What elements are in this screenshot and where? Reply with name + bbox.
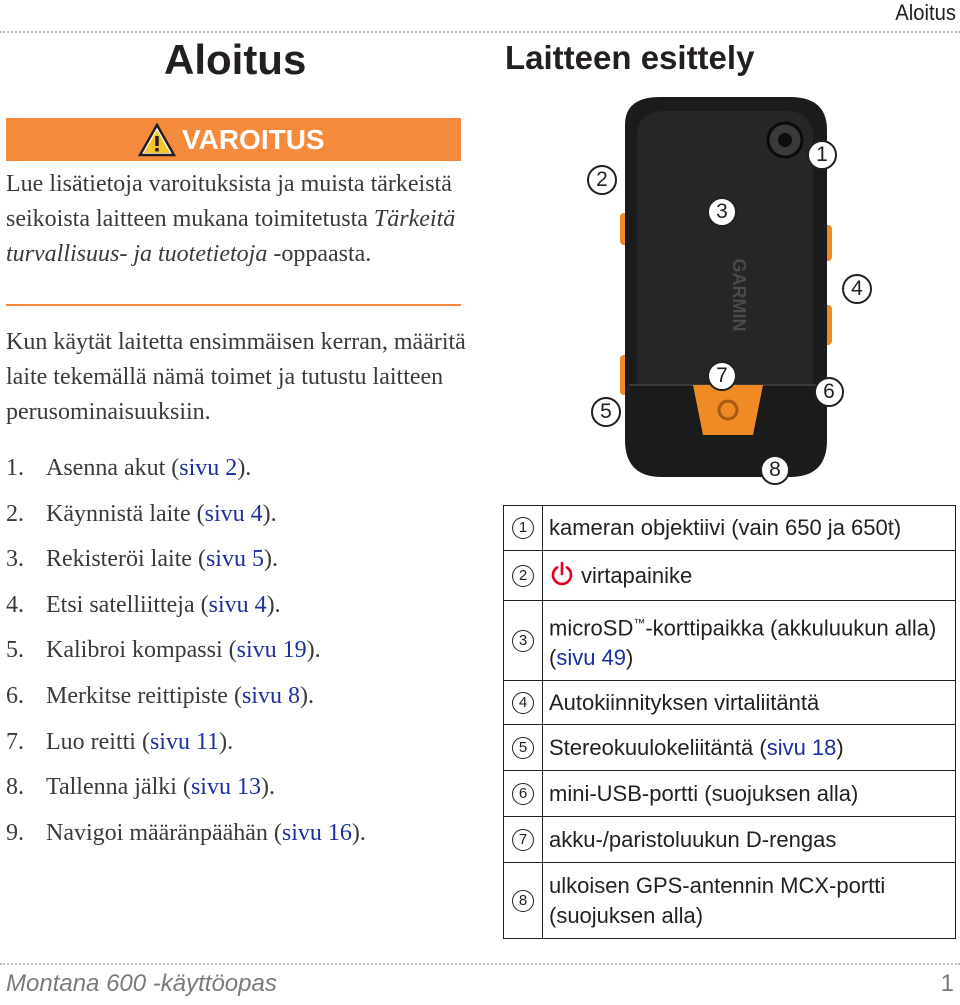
legend-text: mini-USB-portti (suojuksen alla)	[543, 771, 956, 817]
step-number: 7.	[6, 728, 24, 755]
step-end: ).	[219, 728, 234, 755]
list-item	[6, 772, 366, 818]
page-link[interactable]: sivu 11	[149, 728, 220, 755]
device-callout: 1	[807, 140, 837, 170]
component-legend-table	[503, 505, 956, 939]
power-icon	[549, 561, 575, 587]
legend-text: Stereokuulokeliitäntä (	[549, 734, 767, 760]
page-link[interactable]: sivu 49	[556, 645, 627, 671]
step-number: 8.	[6, 774, 24, 801]
step-end: ).	[351, 819, 366, 846]
warning-label: VAROITUS	[182, 124, 325, 155]
step-number: 6.	[6, 682, 24, 709]
legend-number: 6	[512, 783, 534, 805]
legend-text: microSD	[549, 615, 634, 641]
step-text: Kalibroi kompassi (	[46, 637, 237, 664]
legend-text: ulkoisen GPS-antennin MCX-portti (suojuksen alla)	[543, 863, 956, 939]
table-row	[504, 771, 956, 817]
setup-steps-list	[6, 453, 366, 863]
list-item	[6, 499, 366, 545]
list-item	[6, 818, 366, 864]
top-divider	[0, 31, 960, 33]
table-row	[504, 725, 956, 771]
footer-divider	[0, 963, 960, 965]
legend-text: akku-/paristoluukun D-rengas	[543, 817, 956, 863]
legend-number: 4	[512, 692, 534, 714]
legend-text: kameran objektiivi (vain 650 ja 650t)	[543, 506, 956, 551]
section-title: Laitteen esittely	[505, 39, 755, 76]
device-callout: 5	[591, 397, 621, 427]
device-callout: 2	[587, 165, 617, 195]
step-end: ).	[299, 682, 314, 709]
page-link[interactable]: sivu 16	[281, 819, 352, 846]
device-callout: 4	[842, 274, 872, 304]
page-link[interactable]: sivu 18	[766, 734, 837, 760]
warning-divider	[6, 304, 461, 306]
table-row	[504, 551, 956, 601]
list-item	[6, 590, 366, 636]
step-end: ).	[263, 546, 278, 573]
page-link[interactable]: sivu 5	[205, 546, 264, 573]
running-head: Aloitus	[895, 0, 956, 25]
device-callout: 8	[760, 455, 790, 485]
list-item	[6, 544, 366, 590]
legend-number: 2	[512, 565, 534, 587]
legend-number: 8	[512, 890, 534, 912]
list-item	[6, 453, 366, 499]
step-number: 9.	[6, 819, 24, 846]
step-text: Asenna akut (	[46, 455, 180, 481]
step-text: Käynnistä laite (	[46, 500, 205, 527]
step-end: ).	[266, 591, 281, 618]
list-item	[6, 727, 366, 773]
legend-text-end: )	[626, 645, 634, 671]
table-row	[504, 506, 956, 551]
brand-logo: GARMIN	[729, 258, 749, 332]
step-text: Navigoi määränpäähän (	[46, 819, 282, 846]
table-row	[504, 817, 956, 863]
legend-number: 1	[512, 517, 534, 539]
device-callout: 7	[707, 361, 737, 391]
legend-text: -korttipaikka (akkuluukun alla) (	[549, 615, 937, 671]
step-text: Rekisteröi laite (	[46, 546, 206, 573]
footer-manual-title: Montana 600 -käyttöopas	[6, 970, 277, 997]
page-link[interactable]: sivu 2	[179, 455, 238, 481]
list-item	[6, 681, 366, 727]
step-end: ).	[306, 637, 321, 664]
step-text: Luo reitti (	[46, 728, 150, 755]
trademark-symbol: ™	[633, 615, 646, 630]
page-link[interactable]: sivu 19	[236, 637, 307, 664]
step-number: 5.	[6, 637, 24, 664]
warning-doc-title: Tärkeitä turvallisuus- ja tuotetietoja	[6, 206, 456, 267]
step-text: Tallenna jälki (	[46, 774, 191, 801]
step-text: Etsi satelliitteja (	[46, 591, 209, 618]
legend-number: 7	[512, 829, 534, 851]
page-title: Aloitus	[164, 36, 307, 83]
table-row	[504, 601, 956, 681]
legend-text-end: )	[836, 734, 844, 760]
step-end: ).	[237, 455, 252, 481]
table-row	[504, 863, 956, 939]
intro-paragraph: Kun käytät laitetta ensimmäisen kerran, määritä laite tekemällä nämä toimet ja tutustu laitteen perusominaisuuksiin.	[6, 329, 466, 425]
table-row	[504, 681, 956, 725]
legend-text: Autokiinnityksen virtaliitäntä	[543, 681, 956, 725]
device-callout: 3	[707, 197, 737, 227]
warning-text	[6, 167, 461, 272]
step-end: ).	[260, 774, 275, 801]
step-number: 2.	[6, 500, 24, 527]
page-link[interactable]: sivu 4	[208, 591, 267, 618]
warning-triangle-icon	[138, 123, 176, 157]
legend-number: 5	[512, 737, 534, 759]
step-number: 3.	[6, 546, 24, 573]
warning-heading	[138, 122, 325, 158]
warning-text-part: Lue lisätietoja varoituksista ja muista tärkeistä seikoista laitteen mukana toimitetusta	[6, 171, 452, 232]
page-link[interactable]: sivu 8	[241, 682, 300, 709]
battery-latch	[693, 385, 763, 435]
page-link[interactable]: sivu 13	[190, 774, 261, 801]
page-link[interactable]: sivu 4	[204, 500, 263, 527]
device-callout: 6	[814, 377, 844, 407]
legend-number: 3	[512, 630, 534, 652]
step-number: 4.	[6, 591, 24, 618]
step-end: ).	[262, 500, 277, 527]
warning-text-part: -oppaasta.	[267, 241, 372, 267]
step-text: Merkitse reittipiste (	[46, 682, 242, 709]
page-number: 1	[940, 970, 954, 997]
step-number: 1.	[6, 455, 24, 481]
list-item	[6, 635, 366, 681]
legend-text: virtapainike	[581, 562, 693, 588]
